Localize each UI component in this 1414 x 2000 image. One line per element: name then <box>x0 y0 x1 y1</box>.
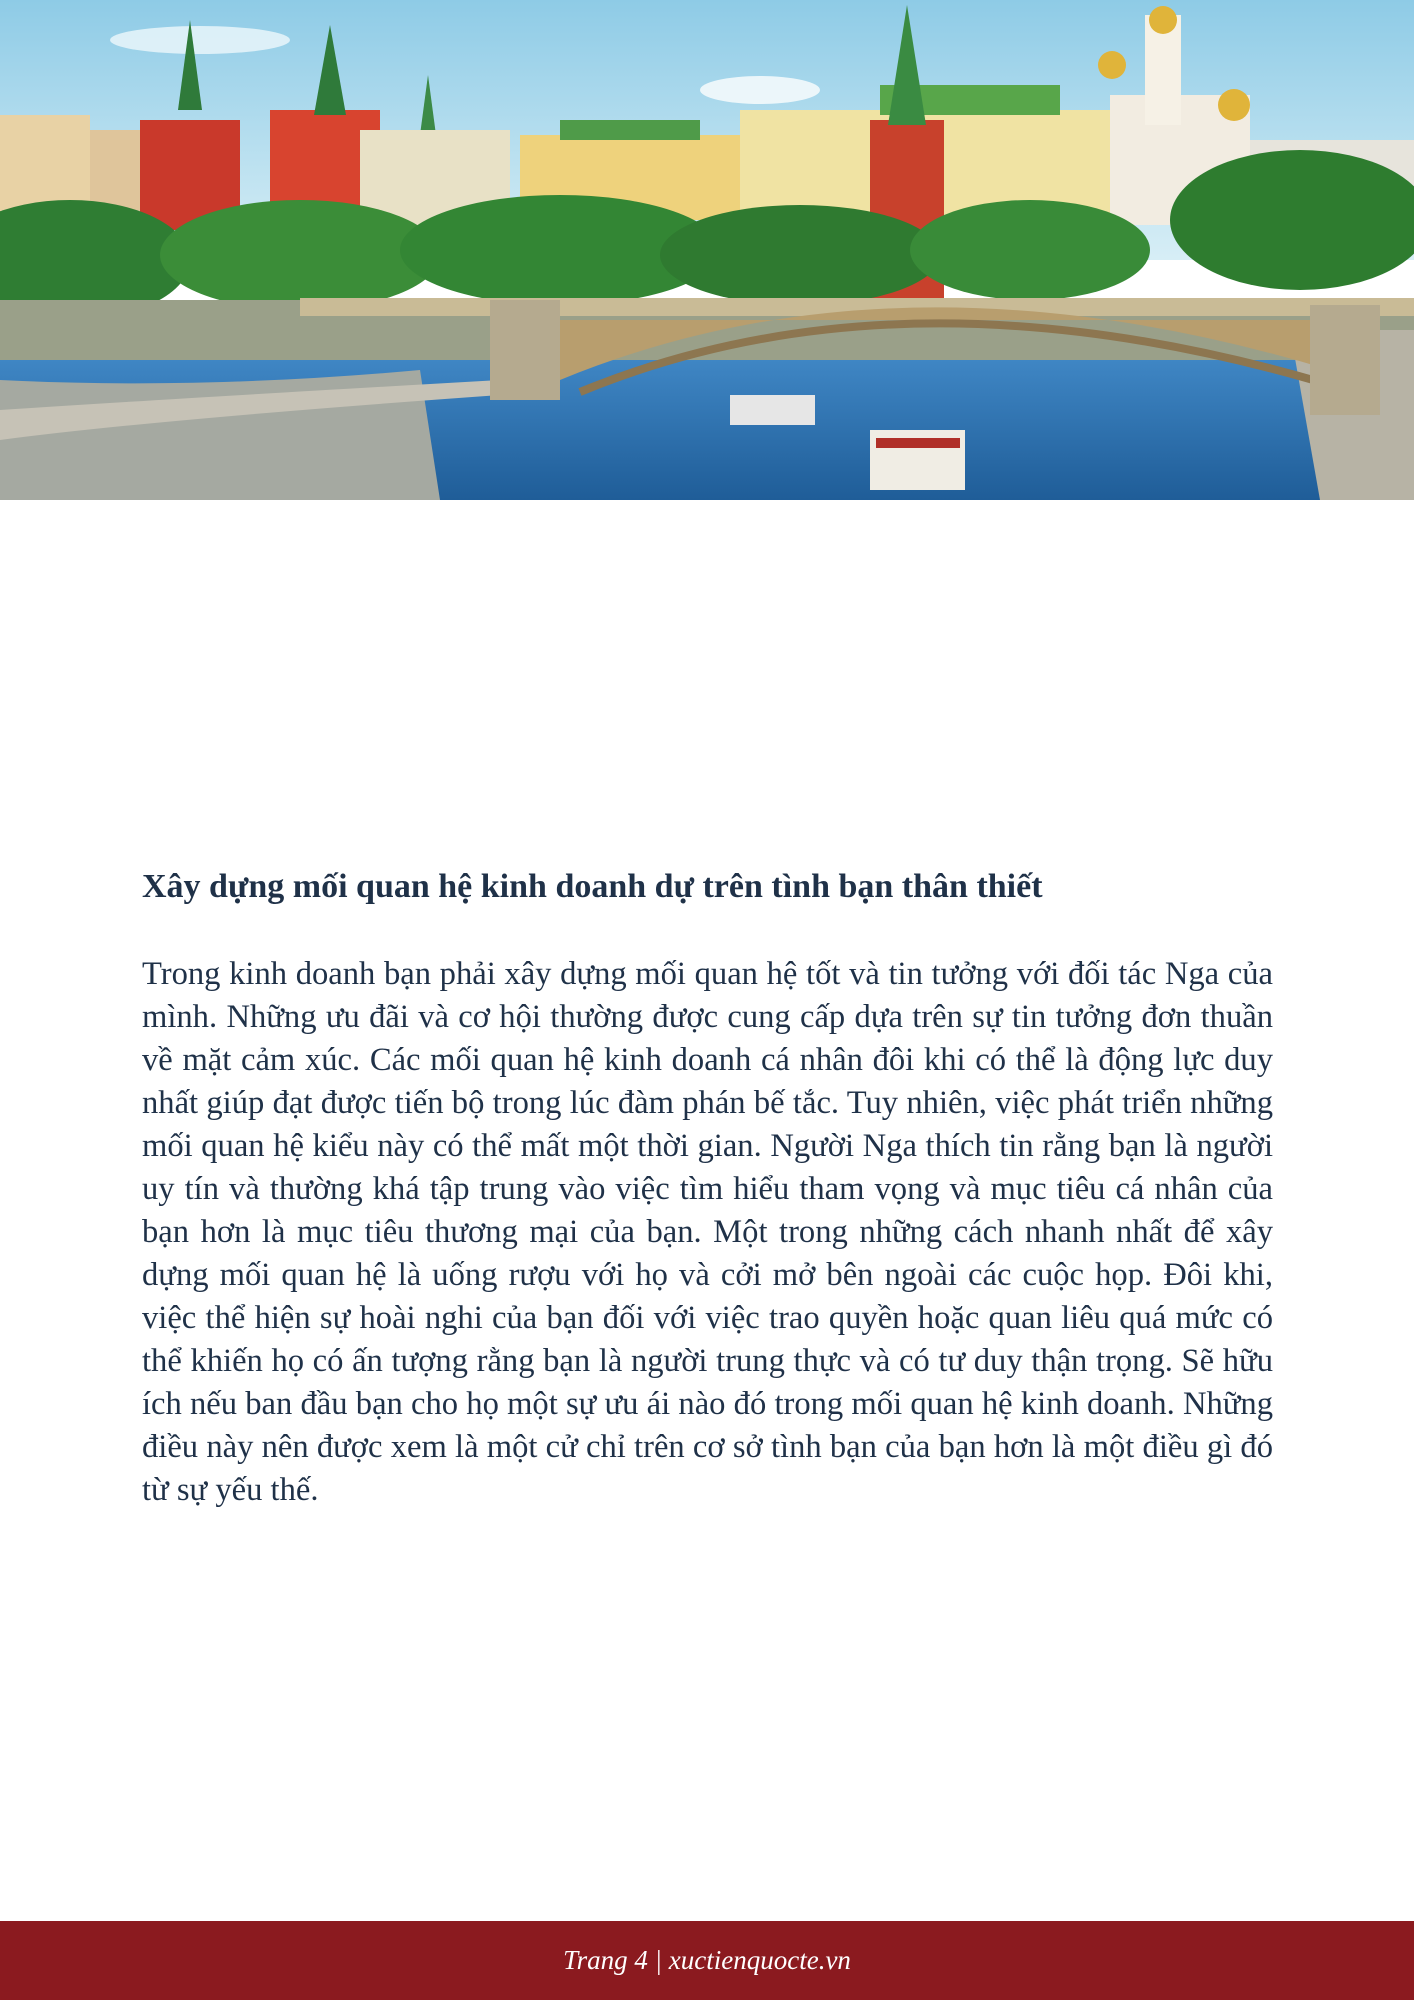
footer-page-label: Trang 4 | xuctienquocte.vn <box>563 1945 851 1975</box>
article-paragraph: Trong kinh doanh bạn phải xây dựng mối quan hệ tốt và tin tưởng với đối tác Nga của mình. Những ưu đãi và cơ hội thường được cung cấp dựa trên sự tin tưởng đơn thuần về mặt cảm xúc. Các mối quan hệ kinh doanh cá nhân đôi khi có thể là động lực duy nhất giúp đạt được tiến bộ trong lúc đàm phán bế tắc. Tuy nhiên, việc phát triển những mối quan hệ kiểu này có thể mất một thời gian. Người Nga thích tin rằng bạn là người uy tín và thường khá tập trung vào việc tìm hiểu tham vọng và mục tiêu cá nhân của bạn hơn là mục tiêu thương mại của bạn. Một trong những cách nhanh nhất để xây dựng mối quan hệ là uống rượu với họ và cởi mở bên ngoài các cuộc họp. Đôi khi, việc thể hiện sự hoài nghi của bạn đối với việc trao quyền hoặc quan liêu quá mức có thể khiến họ có ấn tượng rằng bạn là người trung thực và có tư duy thận trọng. Sẽ hữu ích nếu ban đầu bạn cho họ một sự ưu ái nào đó trong mối quan hệ kinh doanh. Những điều này nên được xem là một cử chỉ trên cơ sở tình bạn của bạn hơn là một điều gì đó từ sự yếu thế. <box>142 956 1273 1508</box>
page-footer <box>0 1921 1414 2000</box>
hero-image-kremlin <box>0 0 1414 500</box>
article-heading: Xây dựng mối quan hệ kinh doanh dự trên tình bạn thân thiết <box>142 868 1043 905</box>
